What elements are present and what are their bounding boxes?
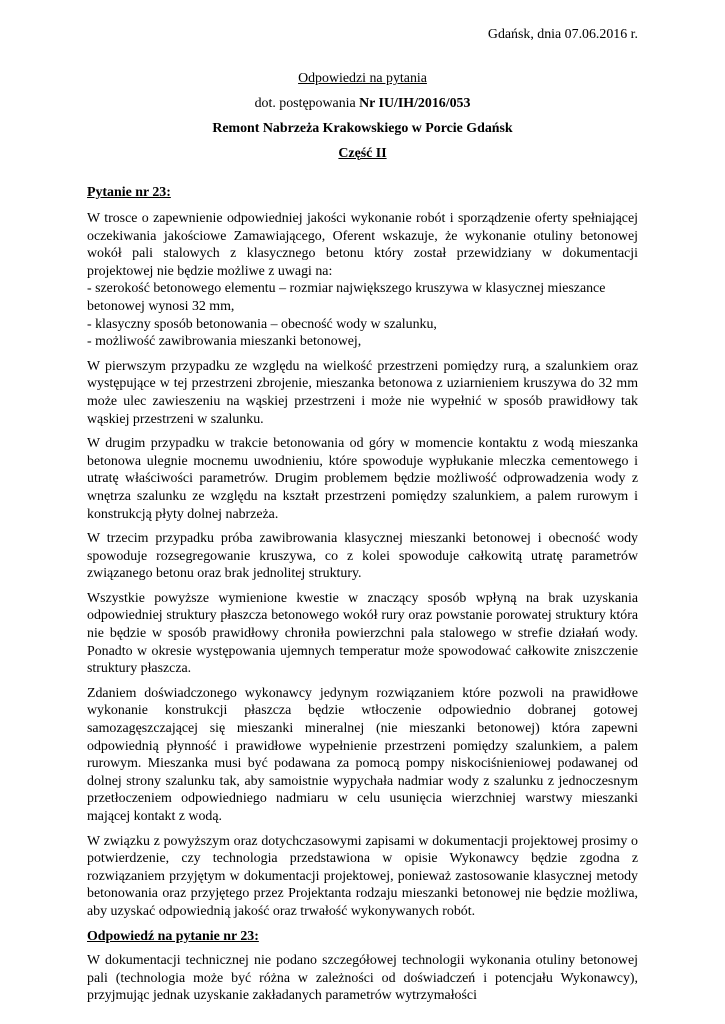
part-title: Część II — [338, 146, 387, 161]
procedure-reference — [87, 95, 638, 113]
question-list-item: - szerokość betonowego elementu – rozmiar największego kruszywa w klasycznej mieszance betonowej wynosi 32 mm, — [87, 281, 606, 314]
question-paragraph: Wszystkie powyższe wymienione kwestie w znaczący sposób wpłyną na brak uzyskania odpowiedniej struktury płaszcza betonowego wokół rury oraz powstanie porowatej struktury która nie będzie w sposób prawidłowy chroniła powierzchni pala stalowego w strefie działań wody. Ponadto w okresie występowania ujemnych temperatur może spowodować całkowite zniszczenie struktury płaszcza. — [87, 590, 638, 677]
answer-heading: Odpowiedź na pytanie nr 23: — [87, 928, 259, 944]
project-title: Remont Nabrzeża Krakowskiego w Porcie Gdańsk — [212, 121, 513, 136]
document-body — [87, 210, 638, 1012]
question-list-item: - możliwość zawibrowania mieszanki betonowej, — [87, 334, 362, 350]
question-paragraph: W pierwszym przypadku ze względu na wielkość przestrzeni pomiędzy rurą, a szalunkiem oraz występujące w tej przestrzeni zbrojenie, mieszanka betonowa z uziarnieniem kruszywa do 32 mm może ulec zawieszeniu na wąskiej przestrzeni i może nie wypełnić w sposób prawidłowy tak wąskiej przestrzeni w szalunku. — [87, 358, 638, 427]
procedure-prefix: dot. postępowania — [254, 96, 360, 111]
procedure-number: Nr IU/IH/2016/053 — [359, 96, 471, 111]
answer-text: W dokumentacji technicznej nie podano szczegółowej technologii wykonania otuliny betonowej pali (technologia może być różna w zależności od doświadczeń i potencjału Wykonawcy), przyjmując jednak uzyskanie zakładanych parametrów wytrzymałości — [87, 953, 638, 1004]
question-list-item: - klasyczny sposób betonowania – obecność wody w szalunku, — [87, 316, 437, 332]
question-paragraph: W związku z powyższym oraz dotychczasowymi zapisami w dokumentacji projektowej prosimy o potwierdzenie, czy technologia przedstawiona w opisie Wykonawcy będzie zgodna z rozwiązaniem przyjętym w dokumentacji projektowej, ponieważ zastosowanie klasycznej metody betonowania oraz przyjętego przez Projektanta rodzaju mieszanki betonowej nie będzie możliwa, aby uzyskać odpowiednią jakość oraz trwałość wykonywanych robót. — [87, 833, 638, 919]
document-title: Odpowiedzi na pytania — [298, 71, 427, 86]
question-paragraph: W trzecim przypadku próba zawibrowania klasycznej mieszanki betonowej i obecność wody spowoduje rozsegregowanie kruszywa, co z kolei spowoduje całkowitą utratę parametrów związanego betonu oraz brak jednolitej struktury. — [87, 531, 638, 582]
question-list — [87, 280, 638, 350]
question-heading: Pytanie nr 23: — [87, 185, 171, 200]
question-paragraph: Zdaniem doświadczonego wykonawcy jedynym rozwiązaniem które pozwoli na prawidłowe wykonanie konstrukcji płaszcza będzie wtłoczenie odpowiednio dobranej gotowej samozagęszczającej się mieszanki mineralnej (nie mieszanki betonowej) która zapewni odpowiednią płynność i prawidłowe wypełnienie przestrzeni pomiędzy szalunkiem, a palem rurowym. Mieszanka musi być podawana za pomocą pompy niskociśnieniowej podawanej od dolnej strony szalunku tak, aby samoistnie wypychała nadmiar wody z szalunku z jednoczesnym przetłoczeniem odpowiedniego nadmiaru w celu usunięcia wierzchniej warstwy mieszanki mającej kontakt z wodą. — [87, 685, 638, 824]
question-intro: W trosce o zapewnienie odpowiedniej jakości wykonanie robót i sporządzenie oferty spełniającej oczekiwania jakościowe Zamawiającego, Oferent wskazuje, że wykonanie otuliny betonowej wokół pali stalowych z klasycznego betonu który został przewidziany w dokumentacji projektowej nie będzie możliwe z uwagi na: — [87, 211, 638, 279]
document-date: Gdańsk, dnia 07.06.2016 r. — [487, 27, 638, 42]
question-paragraph: W drugim przypadku w trakcie betonowania od góry w momencie kontaktu z wodą mieszanka betonowa ulegnie mocnemu uwodnieniu, które spowoduje wypłukanie mleczka cementowego i utratę właściwości parametrów. Drugim problemem będzie możliwość odprowadzenia wody z wnętrza szalunku ze względu na kształt przestrzeni pomiędzy szalunkiem, a palem rurowym i konstrukcją płyty dolnej nabrzeża. — [87, 436, 638, 522]
